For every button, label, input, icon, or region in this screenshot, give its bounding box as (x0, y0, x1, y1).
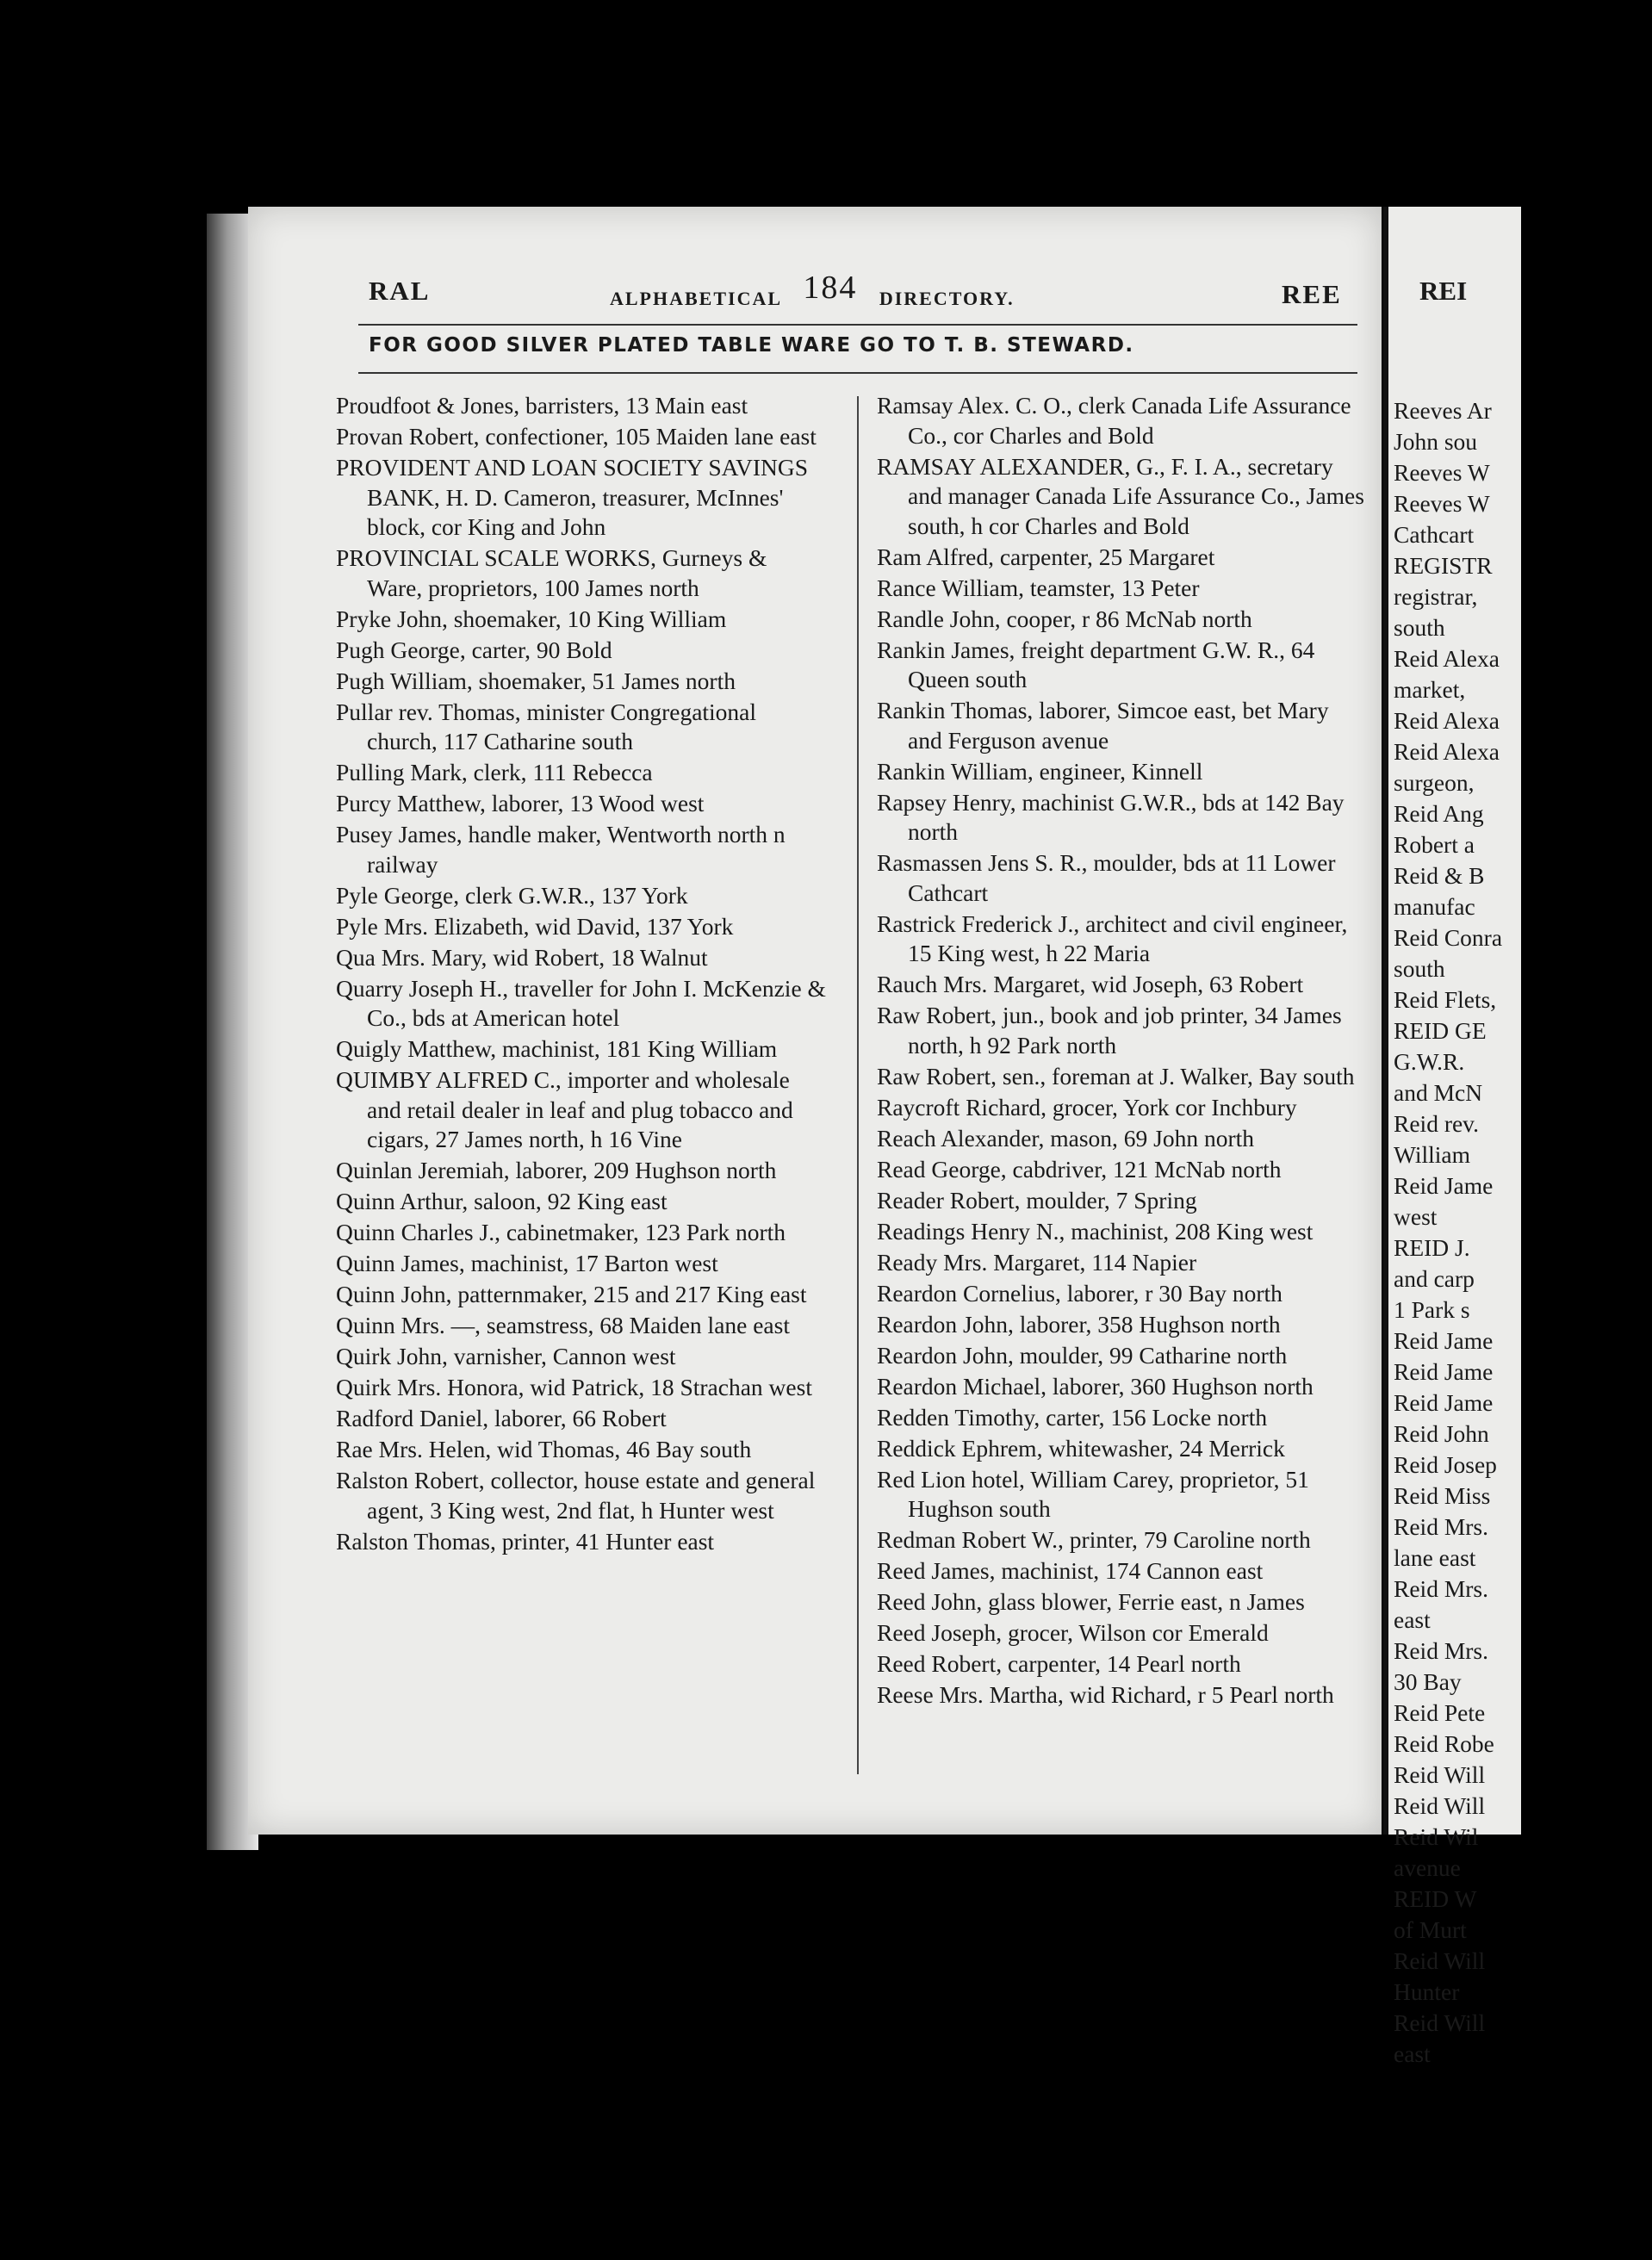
next-page-entry-fragment: Reeves W (1394, 490, 1490, 517)
directory-entry: Red Lion hotel, William Carey, proprietor, 51 Hughson south (877, 1465, 1309, 1522)
next-page-entry-fragment: John sou (1394, 428, 1478, 455)
directory-entry: Rankin Thomas, laborer, Simcoe east, bet Mary and Ferguson avenue (877, 697, 1329, 754)
directory-entry: Proudfoot & Jones, barristers, 13 Main east (336, 392, 748, 419)
next-page-entry-fragment: surgeon, (1394, 769, 1475, 796)
directory-entry: Purcy Matthew, laborer, 13 Wood west (336, 790, 705, 816)
next-page-entry-fragment: and McN (1394, 1079, 1483, 1106)
next-page-entry-fragment: avenue (1394, 1854, 1461, 1881)
directory-entry: Reardon Michael, laborer, 360 Hughson north (877, 1372, 1314, 1400)
directory-entry: Quinlan Jeremiah, laborer, 209 Hughson north (336, 1157, 777, 1183)
directory-entry: Rastrick Frederick J., architect and civil engineer, 15 King west, h 22 Maria (877, 910, 1348, 966)
directory-entry: Rankin James, freight department G.W. R., 64 Queen south (877, 636, 1315, 692)
next-page-entry-fragment: Reid Mrs. (1394, 1513, 1488, 1540)
left-guide-word: RAL (369, 276, 431, 306)
next-page-entry-fragment: Reid Alexa (1394, 707, 1500, 734)
directory-entry: QUIMBY ALFRED C., importer and wholesale and retail dealer in leaf and plug tobacco and cigars, 27 James north, h 16 Vine (336, 1066, 793, 1152)
next-page-entry-fragment: and carp (1394, 1265, 1475, 1292)
next-page-entry-fragment: east (1394, 2040, 1431, 2067)
next-page-entry-fragment: REID W (1394, 1885, 1477, 1912)
next-page-entry-fragment: Reid Will (1394, 1947, 1486, 1974)
directory-entry: Rankin William, engineer, Kinnell (877, 757, 1203, 785)
next-page-entry-fragment: REID J. (1394, 1234, 1470, 1261)
next-page-entry-fragment: manufac (1394, 893, 1475, 920)
directory-entry: Quigly Matthew, machinist, 181 King William (336, 1035, 778, 1062)
directory-entry: Pugh George, carter, 90 Bold (336, 636, 612, 663)
directory-entry: Read George, cabdriver, 121 McNab north (877, 1155, 1282, 1183)
directory-entry: RAMSAY ALEXANDER, G., F. I. A., secretary and manager Canada Life Assurance Co., James south, h cor Charles and Bold (877, 452, 1364, 539)
directory-entry: Pyle George, clerk G.W.R., 137 York (336, 881, 688, 909)
next-page-entry-fragment: Reeves Ar (1394, 397, 1492, 424)
next-page-entry-fragment: Reid Ang (1394, 800, 1484, 827)
next-page-entry-fragment: Reid Conra (1394, 924, 1503, 951)
directory-page (248, 207, 1382, 1835)
directory-entry: Pyle Mrs. Elizabeth, wid David, 137 York (336, 912, 734, 940)
directory-entry: Reach Alexander, mason, 69 John north (877, 1124, 1255, 1152)
next-page-entry-fragment: Reid Wil (1394, 1823, 1479, 1850)
directory-entry: Pulling Mark, clerk, 111 Rebecca (336, 759, 653, 785)
directory-entry: Ramsay Alex. C. O., clerk Canada Life Assurance Co., cor Charles and Bold (877, 392, 1351, 449)
directory-entry: Redman Robert W., printer, 79 Caroline north (877, 1526, 1311, 1553)
directory-entry: Quinn Charles J., cabinetmaker, 123 Park north (336, 1219, 786, 1245)
next-page-guide-word: REI (1419, 276, 1468, 306)
next-page-entry-fragment: Reid Pete (1394, 1699, 1486, 1726)
right-guide-word: REE (1282, 279, 1342, 309)
next-page-entry-fragment: 30 Bay (1394, 1668, 1462, 1695)
next-page-entry-fragment: Hunter (1394, 1978, 1460, 2005)
next-page-entry-fragment: market, (1394, 676, 1466, 703)
next-page-entry-fragment: east (1394, 1606, 1431, 1633)
header-rule (358, 324, 1357, 326)
directory-entry: Reed John, glass blower, Ferrie east, n James (877, 1588, 1305, 1615)
directory-entry: Pryke John, shoemaker, 10 King William (336, 605, 727, 632)
directory-entry: Quinn Mrs. —, seamstress, 68 Maiden lane east (336, 1312, 790, 1338)
next-page-entry-fragment: Reeves W (1394, 459, 1490, 486)
directory-entry: Quirk Mrs. Honora, wid Patrick, 18 Strachan west (336, 1374, 812, 1400)
advertisement-banner: FOR GOOD SILVER PLATED TABLE WARE GO TO T. B. STEWARD. (369, 334, 1134, 357)
directory-entry: Readings Henry N., machinist, 208 King west (877, 1217, 1314, 1245)
next-page-entry-fragment: Reid Miss (1394, 1482, 1491, 1509)
next-page-entry-fragment: Reid Alexa (1394, 645, 1500, 672)
running-title-directory: DIRECTORY. (879, 288, 1015, 309)
next-page-entry-fragment: Reid Jame (1394, 1389, 1494, 1416)
directory-entry: Quinn James, machinist, 17 Barton west (336, 1250, 718, 1276)
directory-entry: Rapsey Henry, machinist G.W.R., bds at 142 Bay north (877, 788, 1345, 845)
next-page-entry-fragment: Reid & B (1394, 862, 1485, 889)
directory-entry: Raw Robert, sen., foreman at J. Walker, Bay south (877, 1062, 1355, 1090)
directory-entry: PROVINCIAL SCALE WORKS, Gurneys & Ware, proprietors, 100 James north (336, 544, 767, 601)
directory-entry: Quarry Joseph H., traveller for John I. McKenzie & Co., bds at American hotel (336, 974, 826, 1031)
next-page-entry-fragment: Reid Flets, (1394, 986, 1497, 1013)
next-page-entry-fragment: of Murt (1394, 1916, 1467, 1943)
next-page-entry-fragment: west (1394, 1203, 1438, 1230)
next-page-entry-fragment: Reid Jame (1394, 1358, 1494, 1385)
directory-entry: Qua Mrs. Mary, wid Robert, 18 Walnut (336, 943, 708, 971)
next-page-entry-fragment: Reid Will (1394, 2009, 1486, 2036)
page-number: 184 (803, 270, 858, 306)
next-page-entry-fragment: Reid Mrs. (1394, 1637, 1488, 1664)
directory-entry: Provan Robert, confectioner, 105 Maiden lane east (336, 423, 817, 450)
directory-entry: Reese Mrs. Martha, wid Richard, r 5 Pearl north (877, 1681, 1334, 1708)
directory-entry: Reed Joseph, grocer, Wilson cor Emerald (877, 1619, 1269, 1646)
directory-entry: Reddick Ephrem, whitewasher, 24 Merrick (877, 1434, 1285, 1462)
next-page-entry-fragment: G.W.R. (1394, 1048, 1465, 1075)
next-page-entry-fragment: Reid John (1394, 1420, 1489, 1447)
next-page-entry-fragment: Robert a (1394, 831, 1475, 858)
next-page-entry-fragment: Cathcart (1394, 521, 1475, 548)
next-page-entry-fragment: Reid Jame (1394, 1327, 1494, 1354)
next-page-entry-fragment: Reid rev. (1394, 1110, 1480, 1137)
next-page-entry-fragment: Reid Alexa (1394, 738, 1500, 765)
directory-entry: Pugh William, shoemaker, 51 James north (336, 667, 736, 694)
directory-entry: Reardon John, moulder, 99 Catharine north (877, 1341, 1288, 1369)
page-header (248, 270, 1382, 327)
directory-entry: Ram Alfred, carpenter, 25 Margaret (877, 543, 1215, 570)
directory-entry: Quinn Arthur, saloon, 92 King east (336, 1188, 668, 1214)
next-page-entry-fragment: Reid Jame (1394, 1172, 1494, 1199)
column-divider (857, 396, 859, 1774)
next-page-column (1394, 396, 1652, 2071)
running-title-alphabetical: ALPHABETICAL (610, 288, 781, 309)
next-page-entry-fragment: 1 Park s (1394, 1296, 1470, 1323)
next-page-entry-fragment: REID GE (1394, 1017, 1487, 1044)
directory-entry: Reed Robert, carpenter, 14 Pearl north (877, 1650, 1241, 1677)
directory-entry: PROVIDENT AND LOAN SOCIETY SAVINGS BANK, H. D. Cameron, treasurer, McInnes' block, cor King and John (336, 454, 808, 540)
directory-entry: Quirk John, varnisher, Cannon west (336, 1343, 676, 1369)
next-page-entry-fragment: Reid Robe (1394, 1730, 1494, 1757)
next-page-entry-fragment: Reid Josep (1394, 1451, 1497, 1478)
directory-entry: Redden Timothy, carter, 156 Locke north (877, 1403, 1268, 1431)
directory-entry: Randle John, cooper, r 86 McNab north (877, 605, 1252, 632)
directory-entry: Reed James, machinist, 174 Cannon east (877, 1557, 1264, 1584)
next-page-entry-fragment: Reid Will (1394, 1792, 1486, 1819)
directory-entry: Raycroft Richard, grocer, York cor Inchbury (877, 1093, 1297, 1121)
next-page-entry-fragment: Reid Will (1394, 1761, 1486, 1788)
next-page-entry-fragment: William (1394, 1141, 1471, 1168)
directory-entry: Rae Mrs. Helen, wid Thomas, 46 Bay south (336, 1436, 752, 1462)
next-page-fragment (1383, 207, 1521, 2067)
directory-entry: Reardon Cornelius, laborer, r 30 Bay north (877, 1279, 1282, 1307)
next-page-entry-fragment: south (1394, 955, 1445, 982)
directory-entry: Ready Mrs. Margaret, 114 Napier (877, 1248, 1197, 1276)
directory-entry: Pusey James, handle maker, Wentworth north n railway (336, 821, 786, 878)
next-page-entry-fragment: REGISTR (1394, 552, 1493, 579)
directory-entry: Ralston Robert, collector, house estate and general agent, 3 King west, 2nd flat, h Hunter west (336, 1467, 816, 1524)
directory-entry: Rance William, teamster, 13 Peter (877, 574, 1200, 601)
directory-entry: Rauch Mrs. Margaret, wid Joseph, 63 Robert (877, 971, 1304, 997)
running-title (610, 270, 1015, 314)
right-column (877, 391, 1368, 1711)
next-page-entry-fragment: lane east (1394, 1544, 1476, 1571)
directory-entry: Radford Daniel, laborer, 66 Robert (336, 1405, 667, 1431)
next-page-entry-fragment: Reid Mrs. (1394, 1575, 1488, 1602)
directory-entry: Pullar rev. Thomas, minister Congregational church, 117 Catharine south (336, 698, 757, 754)
directory-entry: Ralston Thomas, printer, 41 Hunter east (336, 1527, 715, 1555)
banner-rule (358, 372, 1357, 374)
directory-entry: Raw Robert, jun., book and job printer, 34 James north, h 92 Park north (877, 1002, 1342, 1059)
directory-entry: Reardon John, laborer, 358 Hughson north (877, 1310, 1281, 1338)
directory-entry: Rasmassen Jens S. R., moulder, bds at 11 Lower Cathcart (877, 849, 1336, 906)
next-page-entry-fragment: registrar, (1394, 583, 1478, 610)
left-column (336, 391, 827, 1558)
directory-entry: Quinn John, patternmaker, 215 and 217 King east (336, 1281, 807, 1307)
next-page-entry-fragment: south (1394, 614, 1445, 641)
directory-entry: Reader Robert, moulder, 7 Spring (877, 1186, 1197, 1214)
